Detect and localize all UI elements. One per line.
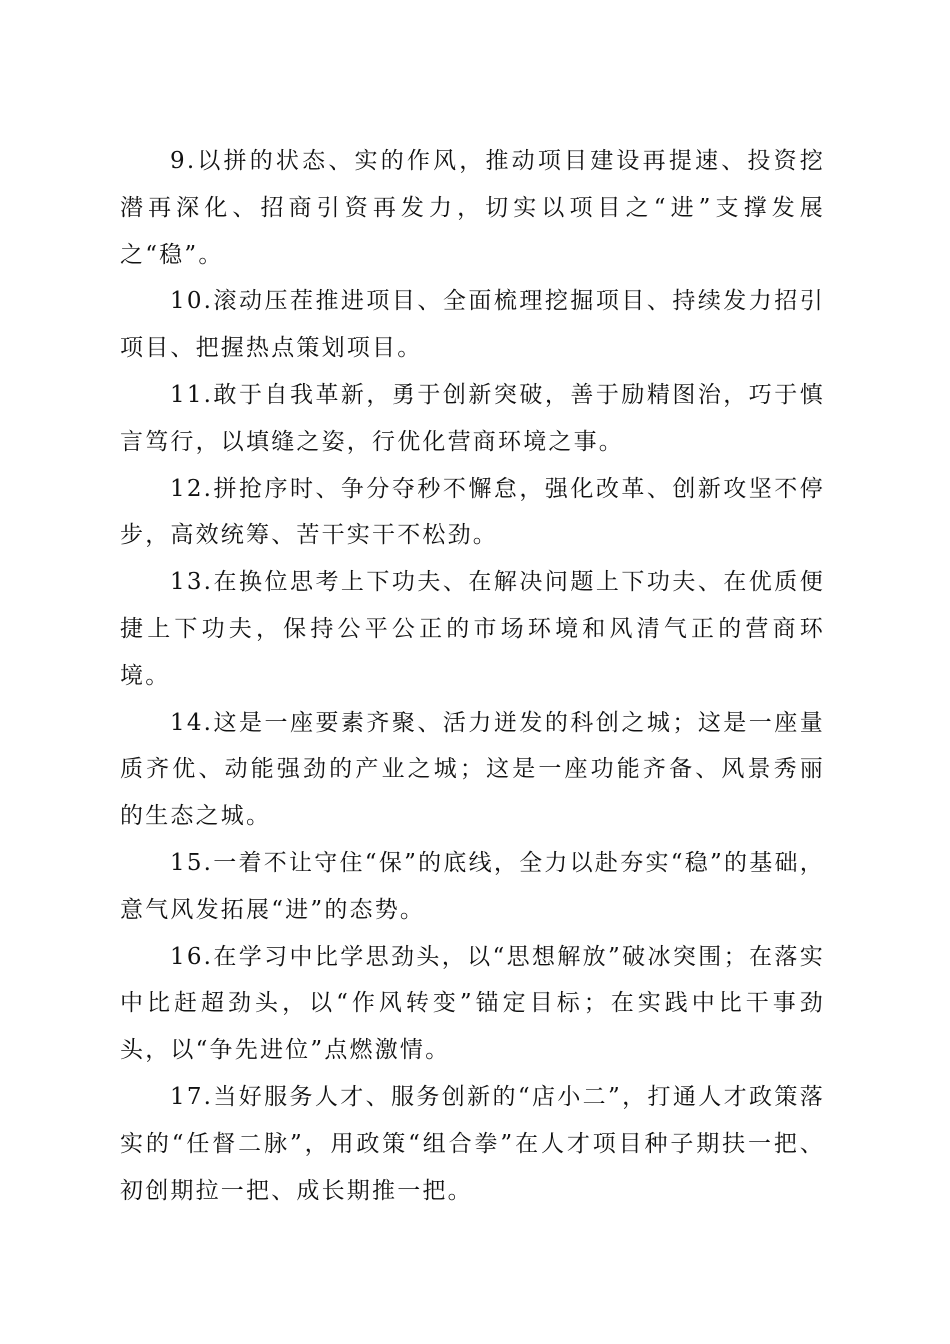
paragraph-number: 14. — [170, 709, 214, 736]
paragraph-text: 在换位思考上下功夫、在解决问题上下功夫、在优质便捷上下功夫，保持公平公正的市场环境和风清气正的营商环境。 — [120, 569, 825, 689]
paragraph-number: 15. — [170, 849, 214, 876]
paragraph-17 — [120, 1074, 825, 1214]
paragraph-number: 9. — [170, 148, 197, 174]
paragraph-number: 13. — [170, 569, 214, 596]
paragraph-text: 拼抢序时、争分夺秒不懈怠，强化改革、创新攻坚不停步，高效统筹、苦干实干不松劲。 — [120, 475, 825, 549]
paragraph-number: 11. — [170, 381, 214, 408]
paragraph-10 — [120, 278, 825, 372]
paragraph-text: 当好服务人才、服务创新的“店小二”，打通人才政策落实的“任督二脉”，用政策“组合拳”在人才项目种子期扶一把、初创期拉一把、成长期推一把。 — [120, 1083, 825, 1204]
paragraph-13 — [120, 559, 825, 699]
paragraph-text: 这是一座要素齐聚、活力迸发的科创之城；这是一座量质齐优、动能强劲的产业之城；这是一座功能齐备、风景秀丽的生态之城。 — [120, 709, 825, 830]
paragraph-9 — [120, 138, 825, 278]
paragraph-text: 一着不让守住“保”的底线，全力以赴夯实“稳”的基础，意气风发拓展“进”的态势。 — [120, 849, 825, 923]
paragraph-number: 16. — [170, 943, 214, 970]
paragraph-text: 滚动压茬推进项目、全面梳理挖掘项目、持续发力招引项目、把握热点策划项目。 — [120, 288, 825, 362]
paragraph-number: 10. — [170, 288, 214, 315]
paragraph-14 — [120, 700, 825, 840]
document-body — [120, 138, 825, 1214]
paragraph-text: 在学习中比学思劲头，以“思想解放”破冰突围；在落实中比赶超劲头，以“作风转变”锚定目标；在实践中比干事劲头，以“争先进位”点燃激情。 — [120, 943, 825, 1064]
paragraph-16 — [120, 934, 825, 1074]
paragraph-number: 17. — [170, 1083, 214, 1110]
paragraph-text: 敢于自我革新，勇于创新突破，善于励精图治，巧于慎言笃行，以填缝之姿，行优化营商环境之事。 — [120, 381, 825, 455]
paragraph-11 — [120, 372, 825, 466]
paragraph-15 — [120, 840, 825, 934]
paragraph-text: 以拼的状态、实的作风，推动项目建设再提速、投资挖潜再深化、招商引资再发力，切实以项目之“进”支撑发展之“稳”。 — [120, 148, 825, 268]
paragraph-12 — [120, 466, 825, 560]
paragraph-number: 12. — [170, 475, 214, 502]
